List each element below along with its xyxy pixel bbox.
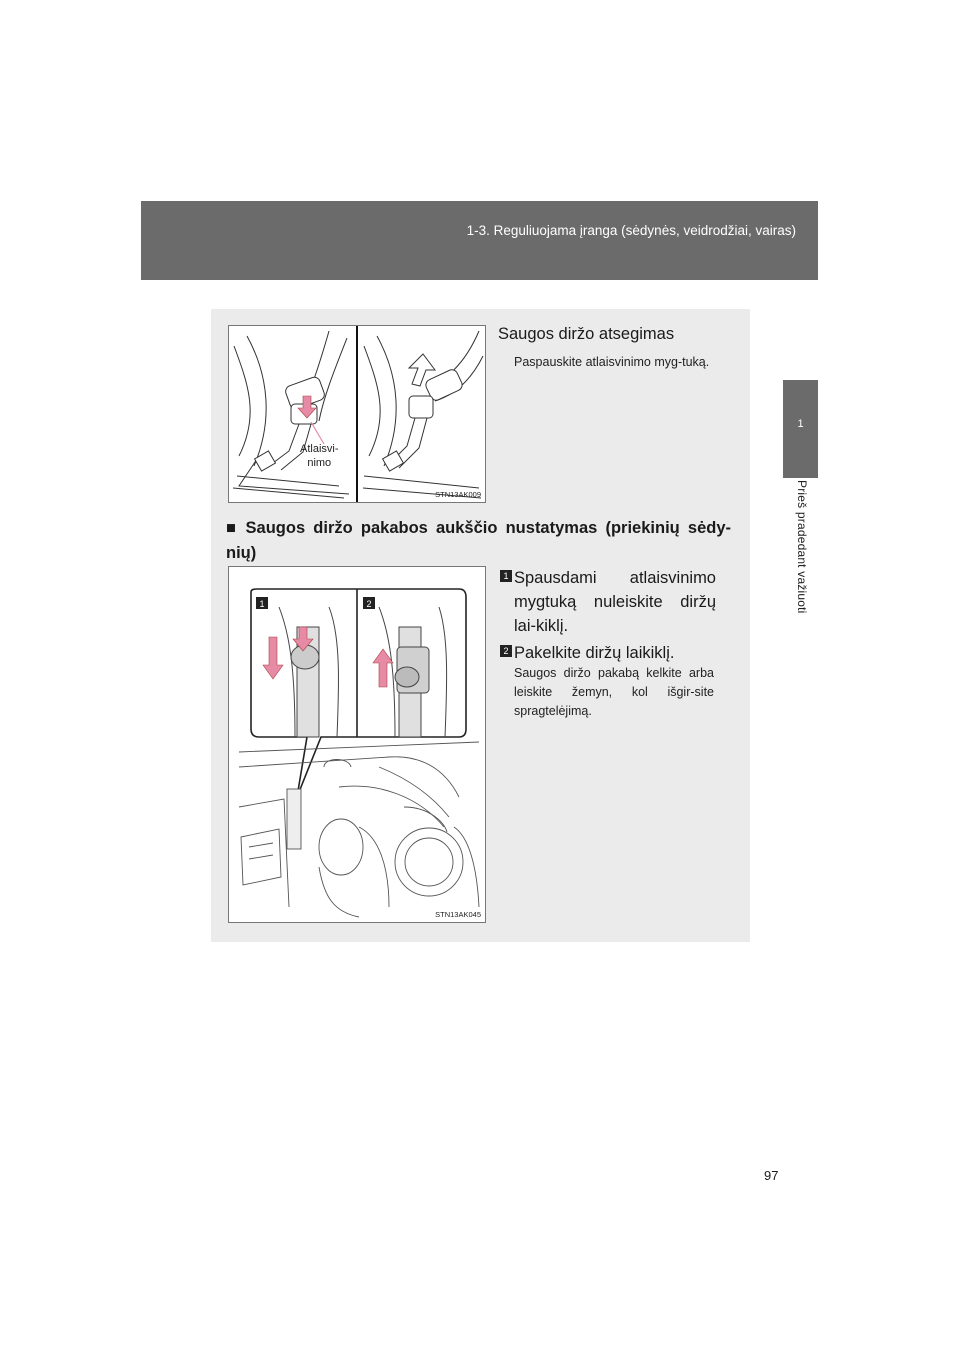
shoulder-anchor-illustration (229, 567, 485, 922)
step-text: Pakelkite diržų laikiklį. (514, 644, 675, 662)
section-heading-text: Saugos diržo pakabos aukščio nustatymas (priekinių sėdy-nių) (226, 519, 731, 562)
step-1 (500, 566, 716, 638)
figure-code: STN13AK045 (435, 910, 481, 919)
section-tab-label: Prieš pradedant važiuoti (795, 480, 809, 614)
figure-shoulder-anchor (228, 566, 486, 923)
step-text: Spausdami atlaisvinimo mygtuką nuleiskite diržų lai-kiklį. (514, 569, 716, 635)
figure-badge-2: 2 (366, 599, 372, 609)
page-number: 97 (764, 1168, 779, 1183)
section-tab-number: 1 (797, 418, 804, 430)
chapter-header-bar (141, 201, 818, 280)
figure-code: STN13AK009 (435, 490, 481, 499)
adjustment-note: Saugos diržo pakabą kelkite arba leiskite žemyn, kol išgir-site spragtelėjimą. (514, 666, 714, 718)
belt-release-illustration (229, 326, 485, 502)
unfasten-heading: Saugos diržo atsegimas (498, 325, 675, 343)
figure-belt-release (228, 325, 486, 503)
section-heading (226, 516, 731, 566)
release-button-callout: Atlaisvi- nimo (300, 443, 339, 469)
step-badge-2: 2 (500, 645, 512, 657)
unfasten-text: Paspauskite atlaisvinimo myg-tuką. (514, 355, 710, 369)
chapter-title: 1-3. Reguliuojama įranga (sėdynės, veidrodžiai, vairas) (466, 223, 796, 238)
section-tab (783, 380, 818, 478)
figure-badge-1: 1 (259, 599, 265, 609)
step-badge-1: 1 (500, 570, 512, 582)
step-2 (500, 641, 716, 665)
section-bullet: ■ (226, 519, 240, 537)
